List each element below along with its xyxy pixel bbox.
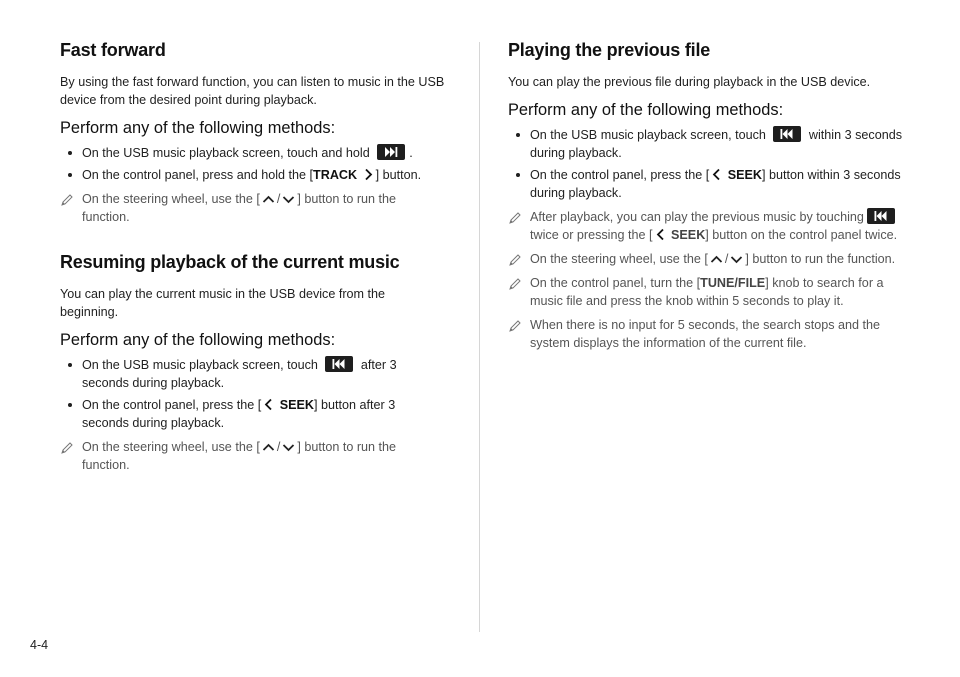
chevron-down-icon — [282, 194, 295, 205]
chevron-down-icon — [282, 442, 295, 453]
left-column — [60, 40, 445, 480]
fast-forward-intro: By using the fast forward function, you can listen to music in the USB device from the desired point during playback. — [60, 75, 445, 107]
note: On the steering wheel, use the [ / ] button to run the function. — [60, 190, 445, 226]
previous-file-title: Playing the previous file — [508, 40, 711, 60]
column-divider — [479, 42, 480, 632]
note-pencil-icon — [508, 211, 522, 225]
chevron-up-icon — [262, 442, 275, 453]
seek-key-label: SEEK — [671, 228, 706, 242]
fast-forward-title: Fast forward — [60, 40, 166, 60]
list-item: On the USB music playback screen, touch within 3 seconds during playback. — [508, 126, 903, 162]
list-item: On the USB music playback screen, touch and hold . — [60, 144, 445, 162]
note: On the steering wheel, use the [ / ] button to run the function. — [60, 438, 445, 474]
chevron-left-icon — [655, 228, 666, 241]
previous-track-icon — [867, 208, 895, 224]
seek-key-label: SEEK — [727, 168, 763, 182]
seek-key-label: SEEK — [279, 398, 315, 412]
tune-file-key-label: TUNE/FILE — [700, 276, 766, 290]
resume-playback-methods-list — [60, 356, 445, 432]
note: On the control panel, turn the [TUNE/FILE] knob to search for a music file and press the knob within 5 seconds to play it. — [508, 274, 903, 310]
previous-file-intro: You can play the previous file during playback in the USB device. — [508, 75, 871, 89]
chevron-down-icon — [730, 254, 743, 265]
resume-playback-title: Resuming playback of the current music — [60, 252, 400, 272]
note-pencil-icon — [60, 441, 74, 455]
previous-file-methods-heading: Perform any of the following methods: — [508, 101, 784, 119]
list-item: On the USB music playback screen, touch after 3 seconds during playback. — [60, 356, 445, 392]
note: When there is no input for 5 seconds, the search stops and the system displays the information of the current file. — [508, 316, 903, 352]
note-pencil-icon — [508, 319, 522, 333]
list-item: On the control panel, press the [ SEEK] button within 3 seconds during playback. — [508, 166, 903, 202]
fast-forward-methods-list — [60, 144, 445, 184]
right-column — [508, 40, 903, 358]
page-number: 4-4 — [30, 638, 49, 652]
track-key-label: TRACK — [313, 168, 358, 182]
note-pencil-icon — [508, 277, 522, 291]
list-item: On the control panel, press and hold the [TRACK ] button. — [60, 166, 445, 184]
note: On the steering wheel, use the [ / ] button to run the function. — [508, 250, 903, 268]
fast-forward-methods-heading: Perform any of the following methods: — [60, 119, 336, 137]
chevron-up-icon — [262, 194, 275, 205]
chevron-left-icon — [263, 398, 274, 411]
note-pencil-icon — [508, 253, 522, 267]
resume-playback-methods-heading: Perform any of the following methods: — [60, 331, 336, 349]
resume-playback-intro: You can play the current music in the USB device from the beginning. — [60, 287, 386, 319]
list-item: On the control panel, press the [ SEEK] button after 3 seconds during playback. — [60, 396, 445, 432]
fast-forward-icon — [377, 144, 405, 160]
note: After playback, you can play the previous music by touching twice or pressing the [ SEEK] button on the control panel twice. — [508, 208, 903, 244]
chevron-right-icon — [363, 168, 374, 181]
note-pencil-icon — [60, 193, 74, 207]
previous-track-icon — [325, 356, 353, 372]
previous-track-icon — [773, 126, 801, 142]
chevron-left-icon — [711, 168, 722, 181]
previous-file-methods-list — [508, 126, 903, 202]
chevron-up-icon — [710, 254, 723, 265]
